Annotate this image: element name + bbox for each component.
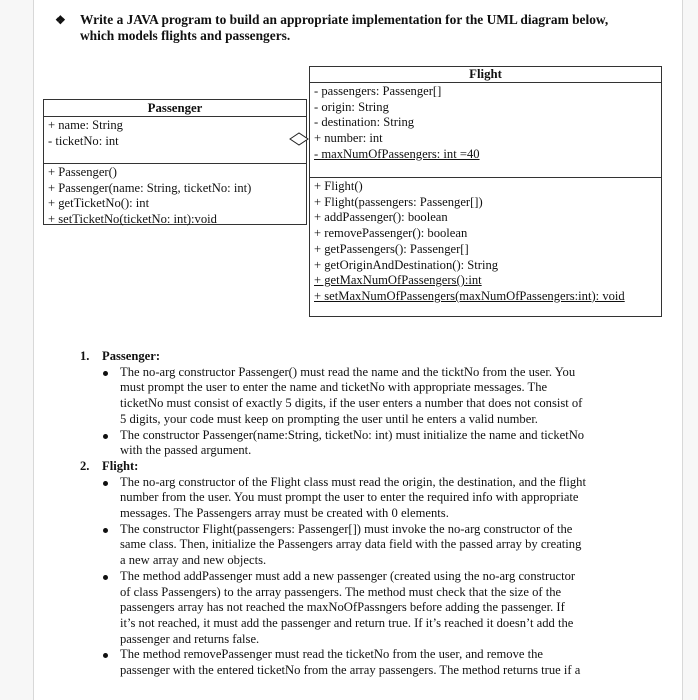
bullet-dot-icon: [103, 371, 108, 376]
requirements-list: [80, 349, 620, 679]
list-item: [80, 365, 620, 428]
passenger-attributes: [44, 118, 306, 149]
aggregation-diamond-icon: [289, 132, 309, 146]
heading-line-2: which models flights and passengers.: [80, 28, 291, 43]
item-line: passenger with the entered ticketNo from the array passengers. The method returns true if a: [120, 663, 581, 678]
passenger-class-name: Passenger: [147, 101, 203, 115]
item-line: must prompt the user to enter the name and ticketNo with appropriate messages. The: [120, 380, 548, 395]
passenger-method: + Passenger(name: String, ticketNo: int): [48, 180, 252, 195]
passenger-attributes-divider: [44, 163, 306, 164]
diamond-bullet-icon: ❖: [55, 13, 66, 27]
list-item: [80, 647, 620, 678]
flight-attribute: - destination: String: [314, 115, 415, 130]
flight-attributes: [310, 84, 661, 163]
item-line: passenger and returns false.: [120, 631, 260, 646]
section-items: [80, 475, 620, 679]
flight-methods: [310, 179, 661, 305]
flight-attribute: - origin: String: [314, 99, 389, 114]
section-flight: [80, 459, 620, 679]
flight-attribute: - passengers: Passenger[]: [314, 84, 442, 98]
section-items: [80, 365, 620, 459]
bullet-dot-icon: [103, 575, 108, 580]
section-number: 1.: [80, 349, 90, 363]
item-line: passengers array has not reached the maxNoOfPassngers before adding the passenger. If: [120, 600, 565, 615]
item-line: 5 digits, your code must keep on prompting the user until he enters a valid number.: [120, 411, 538, 426]
item-line: it’s not reached, it must add the passenger and return true. If it’s reached it doesn’t add the: [120, 615, 574, 630]
flight-static-method: + getMaxNumOfPassengers():int: [314, 273, 482, 288]
flight-method: + Flight(passengers: Passenger[]): [314, 194, 483, 209]
flight-method: + addPassenger(): boolean: [314, 210, 448, 225]
passenger-attribute: + name: String: [48, 118, 123, 132]
list-item: [80, 428, 620, 459]
item-line: same class. Then, initialize the Passengers array data field with the passed array by creating: [120, 537, 582, 552]
section-passenger: [80, 349, 620, 459]
bullet-dot-icon: [103, 528, 108, 533]
bullet-dot-icon: [103, 653, 108, 658]
flight-class-box: [309, 66, 662, 317]
item-line: The no-arg constructor of the Flight class must read the origin, the destination, and the flight: [120, 474, 586, 489]
passenger-name-divider: [44, 116, 306, 117]
flight-method: + removePassenger(): boolean: [314, 226, 468, 241]
flight-attribute: + number: int: [314, 131, 383, 146]
section-number: 2.: [80, 458, 90, 473]
section-title: Passenger:: [102, 349, 161, 363]
item-line: with the passed argument.: [120, 443, 252, 458]
item-line: a new array and new objects.: [120, 553, 267, 568]
flight-attributes-divider: [310, 177, 661, 178]
item-line: The method removePassenger must read the ticketNo from the user, and remove the: [120, 647, 543, 662]
flight-name-divider: [310, 82, 661, 83]
item-line: number from the user. You must prompt the user to enter the required info with appropriate: [120, 490, 579, 505]
flight-method: + getOriginAndDestination(): String: [314, 257, 499, 272]
passenger-method: + Passenger(): [48, 165, 118, 179]
flight-static-attribute: - maxNumOfPassengers: int =40: [314, 146, 480, 161]
item-line: of class Passengers) to the array passengers. The method must check that the size of the: [120, 584, 562, 599]
bullet-dot-icon: [103, 434, 108, 439]
flight-static-method: + setMaxNumOfPassengers(maxNumOfPassengers:int): void: [314, 288, 625, 303]
task-heading: [55, 12, 658, 44]
flight-method: + Flight(): [314, 179, 363, 193]
item-line: The constructor Passenger(name:String, ticketNo: int) must initialize the name and ticketNo: [120, 427, 585, 442]
list-item: [80, 569, 620, 648]
flight-method: + getPassengers(): Passenger[]: [314, 241, 469, 256]
passenger-method: + setTicketNo(ticketNo: int):void: [48, 212, 217, 227]
passenger-attribute: - ticketNo: int: [48, 133, 119, 148]
heading-line-1: Write a JAVA program to build an appropriate implementation for the UML diagram below,: [80, 12, 609, 27]
item-line: The method addPassenger must add a new passenger (created using the no-arg constructor: [120, 568, 576, 583]
list-item: [80, 522, 620, 569]
item-line: The constructor Flight(passengers: Passenger[]) must invoke the no-arg constructor of the: [120, 521, 573, 536]
flight-class-name: Flight: [469, 67, 502, 81]
item-line: ticketNo must consist of exactly 5 digits, if the user enters a number that does not consist of: [120, 396, 583, 411]
section-title: Flight:: [102, 458, 139, 473]
passenger-method: + getTicketNo(): int: [48, 196, 150, 211]
bullet-dot-icon: [103, 481, 108, 486]
item-line: The no-arg constructor Passenger() must read the name and the ticktNo from the user. You: [120, 364, 576, 379]
passenger-methods: [44, 165, 306, 228]
passenger-class-box: [43, 99, 307, 225]
item-line: messages. The Passengers array must be created with 0 elements.: [120, 506, 449, 521]
list-item: [80, 475, 620, 522]
